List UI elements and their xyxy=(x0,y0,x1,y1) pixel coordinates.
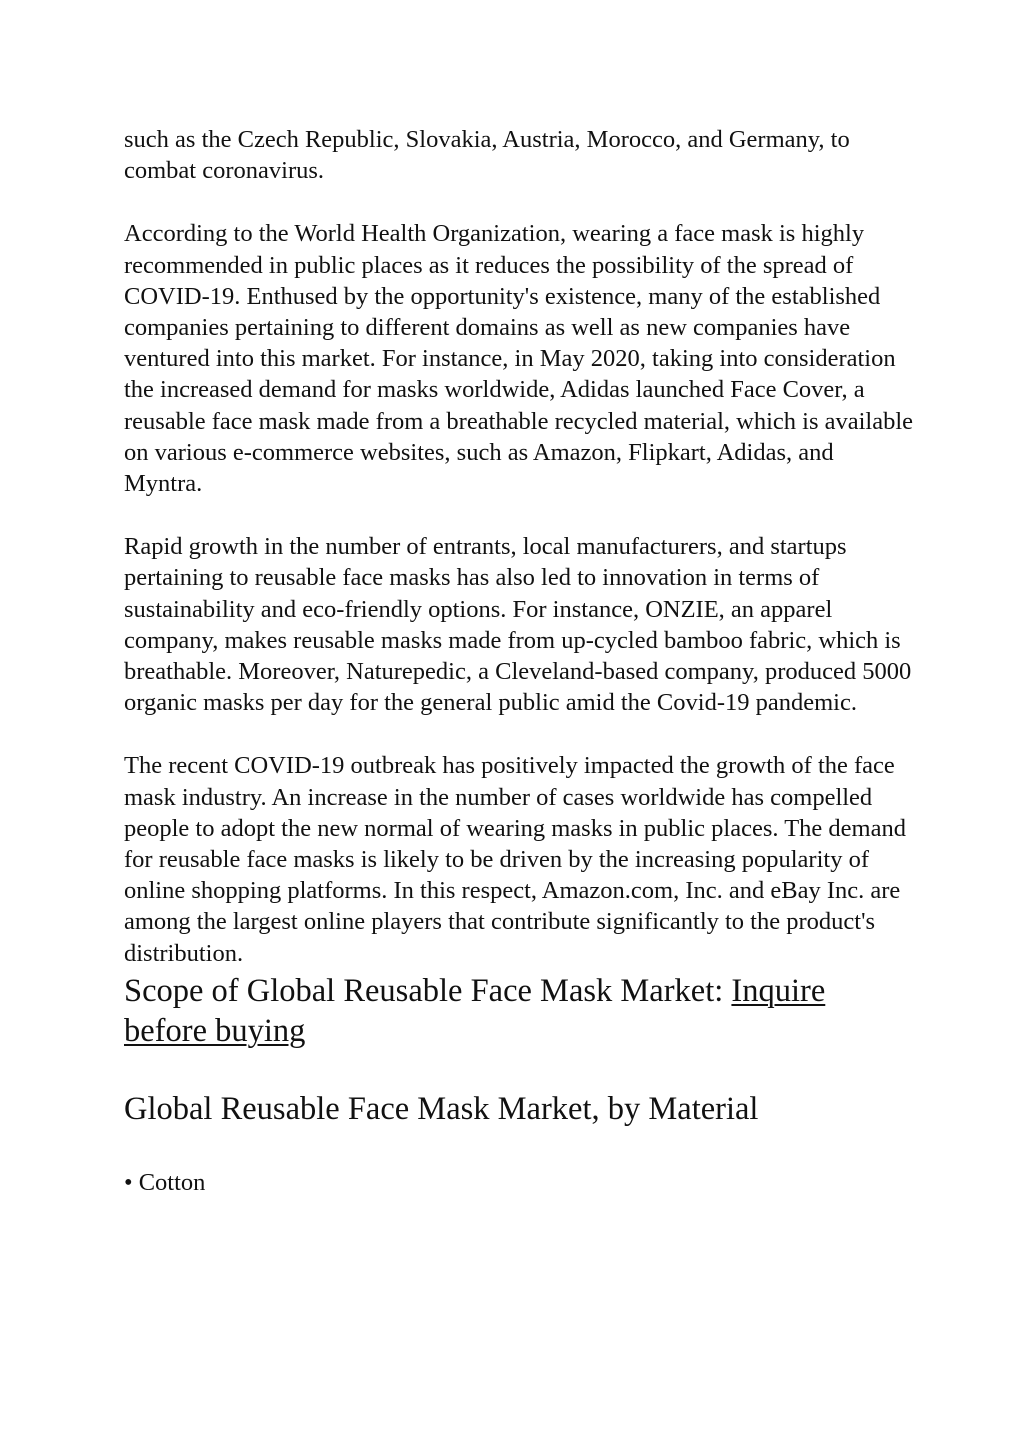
bullet-item-cotton: • Cotton xyxy=(124,1168,206,1196)
document-page xyxy=(124,124,914,1198)
paragraph-who-recommendation: According to the World Health Organization, wearing a face mask is highly recommended in public places as it reduces the possibility of the spread of COVID-19. Enthused by the opportunity's existence, many of the established companies pertaining to different domains as well as new companies have ventured into this market. For instance, in May 2020, taking into consideration the increased demand for masks worldwide, Adidas launched Face Cover, a reusable face mask made from a breathable recycled material, which is available on various e-commerce websites, such as Amazon, Flipkart, Adidas, and Myntra. xyxy=(124,220,914,498)
paragraph-covid-impact: The recent COVID-19 outbreak has positively impacted the growth of the face mask industry. An increase in the number of cases worldwide has compelled people to adopt the new normal of wearing masks in public places. The demand for reusable face masks is likely to be driven by the increasing popularity of online shopping platforms. In this respect, Amazon.com, Inc. and eBay Inc. are among the largest online players that contribute significantly to the product's distribution. xyxy=(124,752,906,967)
material-heading: Global Reusable Face Mask Market, by Material xyxy=(124,1090,759,1127)
scope-heading xyxy=(124,971,914,1051)
paragraph-countries: such as the Czech Republic, Slovakia, Austria, Morocco, and Germany, to combat coronavirus. xyxy=(124,126,850,185)
scope-heading-text: Scope of Global Reusable Face Mask Market: xyxy=(124,972,732,1009)
inquire-before-buying-link[interactable]: Inquire before buying xyxy=(124,972,826,1049)
paragraph-innovation: Rapid growth in the number of entrants, local manufacturers, and startups pertaining to reusable face masks has also led to innovation in terms of sustainability and eco-friendly options. For instance, ONZIE, an apparel company, makes reusable masks made from up-cycled bamboo fabric, which is breathable. Moreover, Naturepedic, a Cleveland-based company, produced 5000 organic masks per day for the general public amid the Covid-19 pandemic. xyxy=(124,533,912,717)
